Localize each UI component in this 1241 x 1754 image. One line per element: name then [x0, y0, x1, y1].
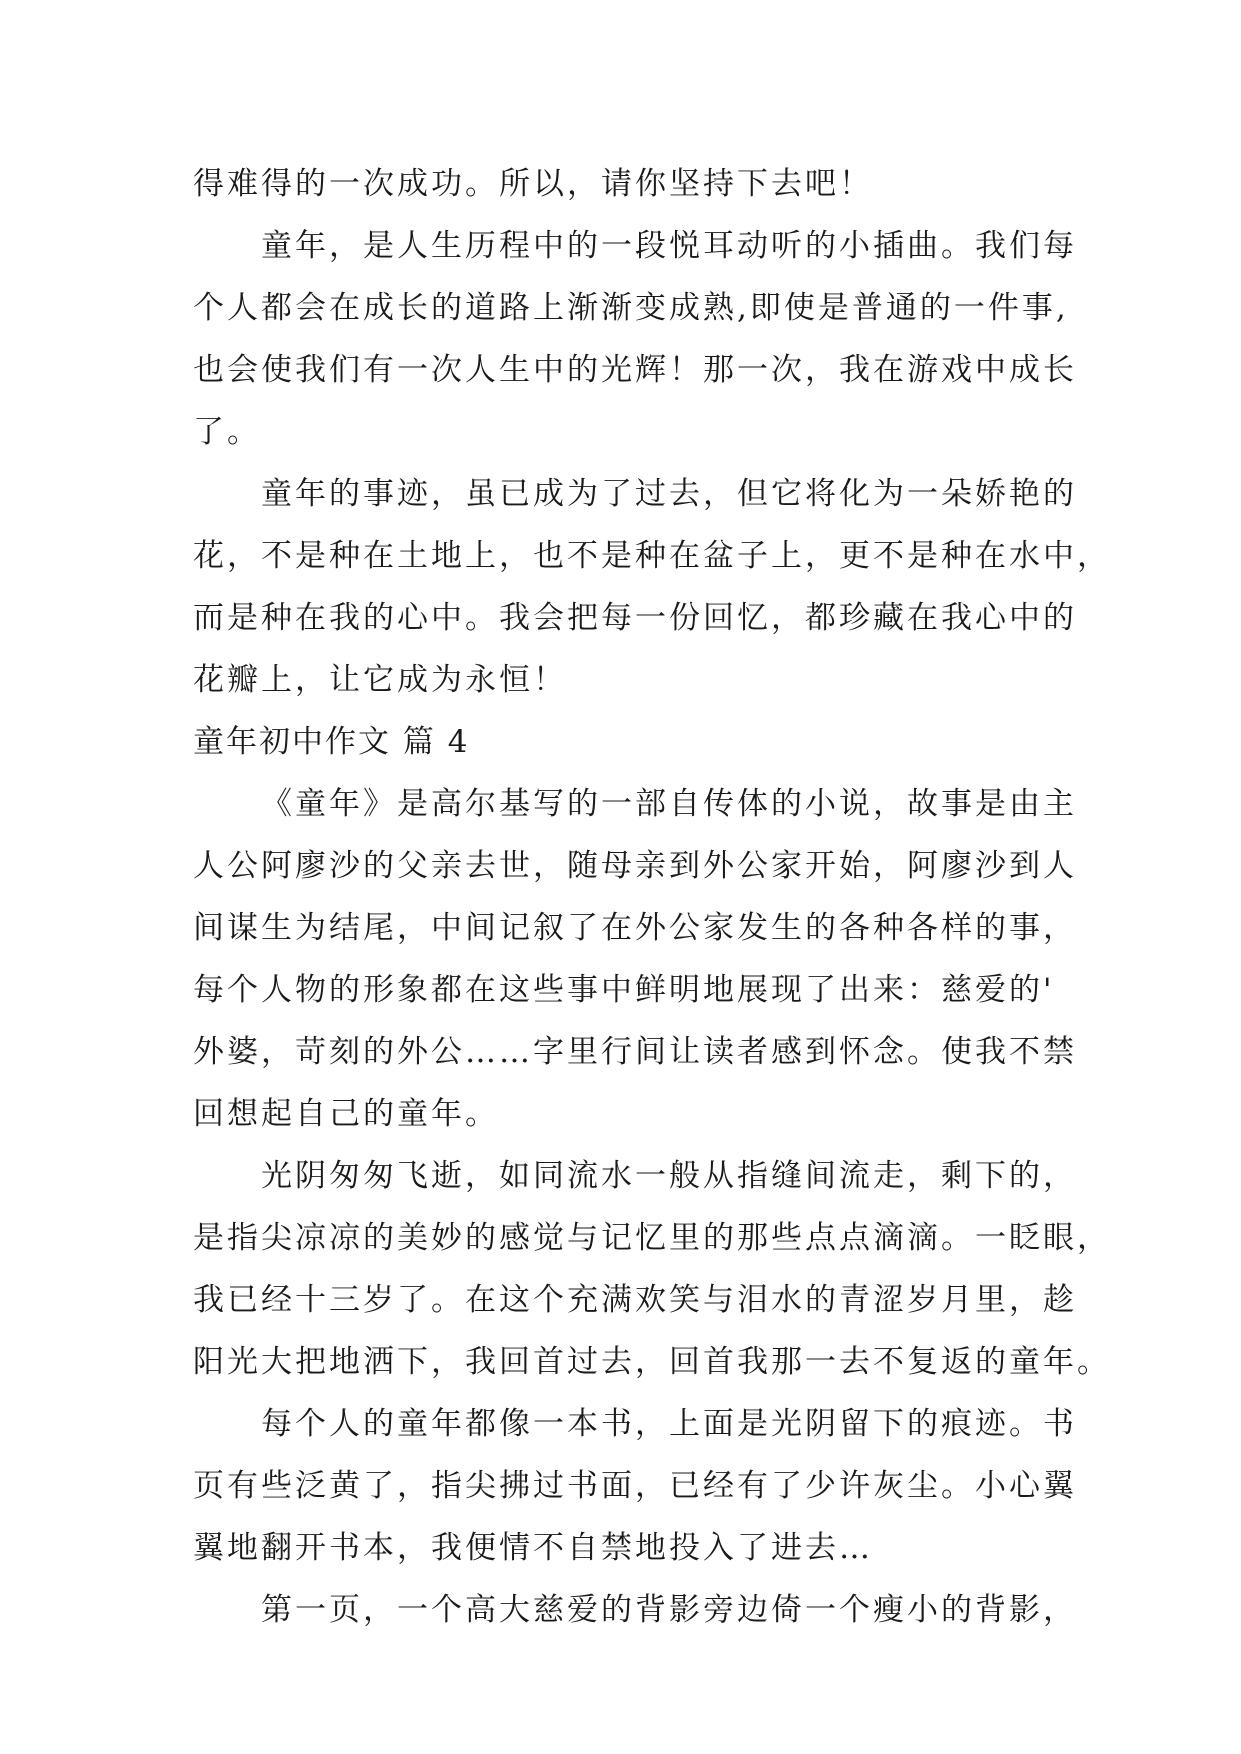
paragraph-start-line: 第一页，一个高大慈爱的背影旁边倚一个瘦小的背影， [261, 1592, 1077, 1628]
paragraph-start-line: 每个人的童年都像一本书，上面是光阴留下的痕迹。书 [261, 1406, 1077, 1442]
paragraph-start-line: 《童年》是高尔基写的一部自传体的小说，故事是由主 [261, 786, 1077, 822]
essay-body [193, 153, 1111, 1641]
text-line: 了。 [193, 414, 261, 450]
text-line: 花瓣上，让它成为永恒！ [193, 662, 567, 698]
text-line: 翼地翻开书本，我便情不自禁地投入了进去… [193, 1530, 873, 1566]
text-line: 间谋生为结尾，中间记叙了在外公家发生的各种各样的事， [193, 910, 1077, 946]
text-line: 页有些泛黄了，指尖拂过书面，已经有了少许灰尘。小心翼 [193, 1468, 1077, 1504]
text-line: 人公阿廖沙的父亲去世，随母亲到外公家开始，阿廖沙到人 [193, 848, 1077, 884]
text-line: 回想起自己的童年。 [193, 1096, 499, 1132]
section-heading: 童年初中作文 篇 4 [193, 724, 470, 760]
text-line: 花，不是种在土地上，也不是种在盆子上，更不是种在水中， [193, 538, 1111, 574]
text-line: 我已经十三岁了。在这个充满欢笑与泪水的青涩岁月里，趁 [193, 1282, 1077, 1318]
paragraph-start-line: 童年的事迹，虽已成为了过去，但它将化为一朵娇艳的 [261, 476, 1077, 512]
text-line: 也会使我们有一次人生中的光辉！那一次，我在游戏中成长 [193, 352, 1077, 388]
text-line: 外婆，苛刻的外公……字里行间让读者感到怀念。使我不禁 [193, 1034, 1077, 1070]
text-line: 个人都会在成长的道路上渐渐变成熟,即使是普通的一件事, [193, 290, 1069, 326]
text-line: 阳光大把地洒下，我回首过去，回首我那一去不复返的童年。 [193, 1344, 1111, 1380]
paragraph-start-line: 童年，是人生历程中的一段悦耳动听的小插曲。我们每 [261, 228, 1077, 264]
text-line: 得难得的一次成功。所以，请你坚持下去吧！ [193, 166, 873, 202]
paragraph-start-line: 光阴匆匆飞逝，如同流水一般从指缝间流走，剩下的， [261, 1158, 1077, 1194]
text-line: 每个人物的形象都在这些事中鲜明地展现了出来：慈爱的' [193, 972, 1055, 1008]
text-line: 是指尖凉凉的美妙的感觉与记忆里的那些点点滴滴。一眨眼， [193, 1220, 1111, 1256]
text-line: 而是种在我的心中。我会把每一份回忆，都珍藏在我心中的 [193, 600, 1077, 636]
